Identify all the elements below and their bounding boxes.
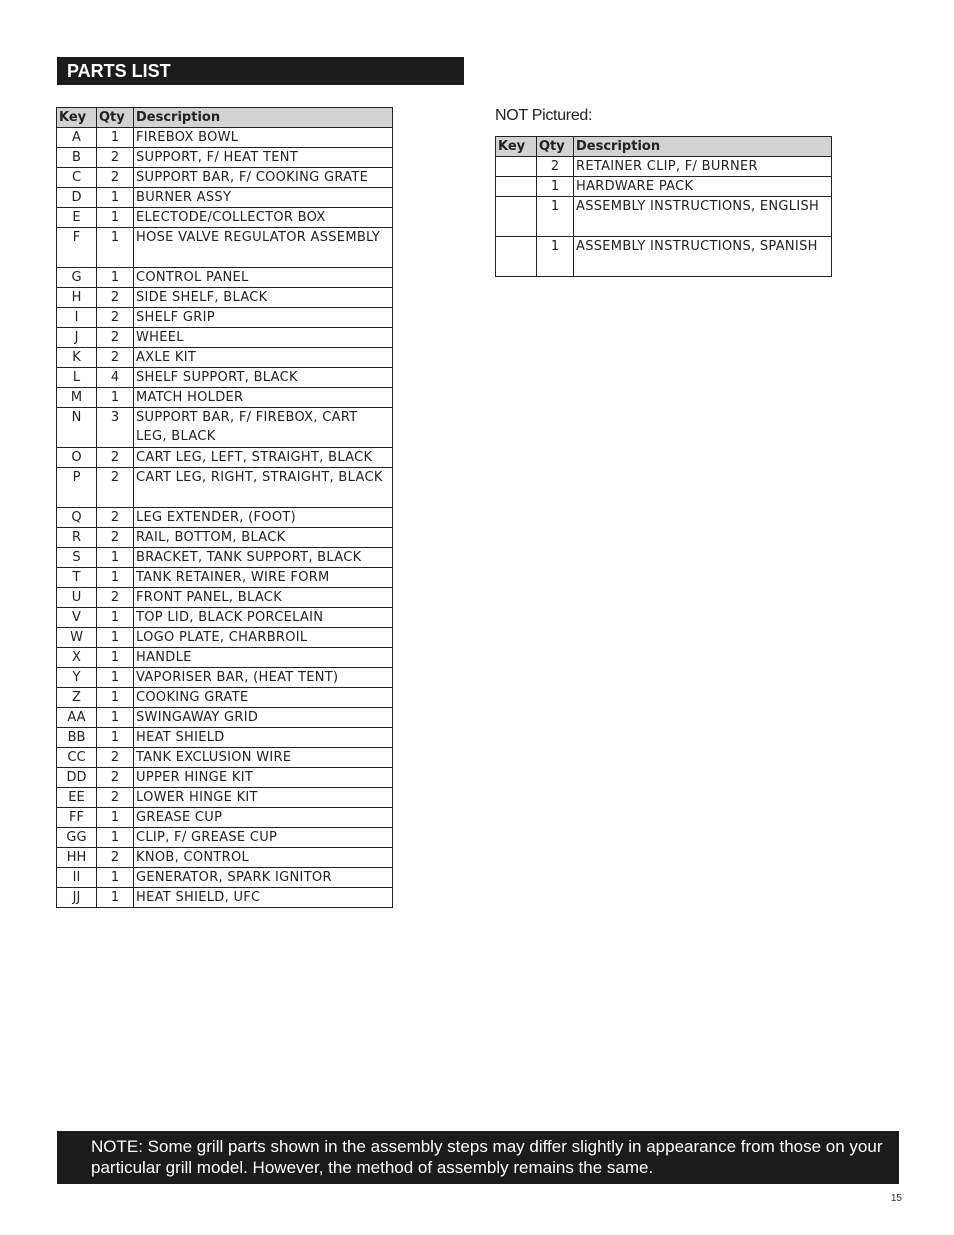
part-key: Z xyxy=(57,688,97,708)
part-key: FF xyxy=(57,808,97,828)
column-header-qty: Qty xyxy=(97,108,134,128)
table-row xyxy=(57,328,393,348)
table-row xyxy=(496,177,832,197)
part-key: T xyxy=(57,568,97,588)
table-row xyxy=(496,197,832,237)
part-description: RETAINER CLIP, F/ BURNER xyxy=(574,157,832,177)
part-description: AXLE KIT xyxy=(134,348,393,368)
part-qty: 2 xyxy=(537,157,574,177)
part-description: SUPPORT BAR, F/ COOKING GRATE xyxy=(134,168,393,188)
part-key: W xyxy=(57,628,97,648)
part-qty: 1 xyxy=(97,708,134,728)
part-description: ASSEMBLY INSTRUCTIONS, ENGLISH xyxy=(574,197,832,237)
part-description: TOP LID, BLACK PORCELAIN xyxy=(134,608,393,628)
part-description: CART LEG, LEFT, STRAIGHT, BLACK xyxy=(134,448,393,468)
table-row xyxy=(57,888,393,908)
part-qty: 2 xyxy=(97,588,134,608)
part-key: A xyxy=(57,128,97,148)
table-row xyxy=(57,168,393,188)
table-row xyxy=(57,868,393,888)
part-key: V xyxy=(57,608,97,628)
part-qty: 1 xyxy=(97,688,134,708)
table-row xyxy=(57,348,393,368)
part-description: RAIL, BOTTOM, BLACK xyxy=(134,528,393,548)
part-description: FIREBOX BOWL xyxy=(134,128,393,148)
part-description: SUPPORT BAR, F/ FIREBOX, CART LEG, BLACK xyxy=(134,408,393,448)
part-description: SHELF GRIP xyxy=(134,308,393,328)
parts-list-table xyxy=(56,107,393,908)
table-row xyxy=(57,208,393,228)
part-qty: 1 xyxy=(97,868,134,888)
table-row xyxy=(57,448,393,468)
part-description: ASSEMBLY INSTRUCTIONS, SPANISH xyxy=(574,237,832,277)
part-description: GREASE CUP xyxy=(134,808,393,828)
part-key: C xyxy=(57,168,97,188)
part-qty: 1 xyxy=(97,548,134,568)
part-key xyxy=(496,177,537,197)
table-row xyxy=(57,548,393,568)
table-row xyxy=(57,808,393,828)
part-key: DD xyxy=(57,768,97,788)
part-key: R xyxy=(57,528,97,548)
part-key: CC xyxy=(57,748,97,768)
table-row xyxy=(57,528,393,548)
part-qty: 4 xyxy=(97,368,134,388)
table-row xyxy=(57,568,393,588)
part-description: CART LEG, RIGHT, STRAIGHT, BLACK xyxy=(134,468,393,508)
table-row xyxy=(57,668,393,688)
part-description: TANK RETAINER, WIRE FORM xyxy=(134,568,393,588)
part-key: JJ xyxy=(57,888,97,908)
part-key: F xyxy=(57,228,97,268)
part-description: HEAT SHIELD, UFC xyxy=(134,888,393,908)
page-number: 15 xyxy=(890,1193,902,1204)
part-description: LOWER HINGE KIT xyxy=(134,788,393,808)
part-description: KNOB, CONTROL xyxy=(134,848,393,868)
part-qty: 1 xyxy=(537,177,574,197)
part-key: S xyxy=(57,548,97,568)
part-qty: 1 xyxy=(97,668,134,688)
part-description: GENERATOR, SPARK IGNITOR xyxy=(134,868,393,888)
part-key: Q xyxy=(57,508,97,528)
table-header-row xyxy=(496,137,832,157)
part-description: VAPORISER BAR, (HEAT TENT) xyxy=(134,668,393,688)
part-description: CLIP, F/ GREASE CUP xyxy=(134,828,393,848)
part-key: I xyxy=(57,308,97,328)
part-description: CONTROL PANEL xyxy=(134,268,393,288)
part-key: AA xyxy=(57,708,97,728)
part-qty: 1 xyxy=(97,388,134,408)
part-description: UPPER HINGE KIT xyxy=(134,768,393,788)
table-row xyxy=(57,608,393,628)
part-qty: 1 xyxy=(97,608,134,628)
part-key: O xyxy=(57,448,97,468)
part-qty: 1 xyxy=(537,237,574,277)
part-key: Y xyxy=(57,668,97,688)
part-qty: 2 xyxy=(97,788,134,808)
part-key: G xyxy=(57,268,97,288)
part-qty: 1 xyxy=(537,197,574,237)
not-pictured-table xyxy=(495,136,832,277)
not-pictured-label: NOT Pictured: xyxy=(495,107,593,124)
part-qty: 2 xyxy=(97,288,134,308)
table-row xyxy=(57,288,393,308)
part-qty: 2 xyxy=(97,148,134,168)
part-key: EE xyxy=(57,788,97,808)
table-row xyxy=(57,308,393,328)
part-key xyxy=(496,237,537,277)
part-description: SHELF SUPPORT, BLACK xyxy=(134,368,393,388)
part-key: GG xyxy=(57,828,97,848)
part-description: LEG EXTENDER, (FOOT) xyxy=(134,508,393,528)
part-qty: 1 xyxy=(97,268,134,288)
table-row xyxy=(496,157,832,177)
column-header-key: Key xyxy=(57,108,97,128)
part-qty: 1 xyxy=(97,228,134,268)
part-key xyxy=(496,157,537,177)
part-qty: 2 xyxy=(97,528,134,548)
part-qty: 2 xyxy=(97,748,134,768)
column-header-description: Description xyxy=(574,137,832,157)
table-row xyxy=(57,788,393,808)
part-key: N xyxy=(57,408,97,448)
part-qty: 1 xyxy=(97,808,134,828)
part-qty: 1 xyxy=(97,728,134,748)
part-key: J xyxy=(57,328,97,348)
part-description: TANK EXCLUSION WIRE xyxy=(134,748,393,768)
part-qty: 1 xyxy=(97,828,134,848)
assembly-note: NOTE: Some grill parts shown in the assembly steps may differ slightly in appearance from those on your particular grill model. However, the method of assembly remains the same. xyxy=(57,1131,899,1184)
part-key: L xyxy=(57,368,97,388)
part-qty: 1 xyxy=(97,208,134,228)
part-description: HARDWARE PACK xyxy=(574,177,832,197)
table-header-row xyxy=(57,108,393,128)
part-key: D xyxy=(57,188,97,208)
part-description: HOSE VALVE REGULATOR ASSEMBLY xyxy=(134,228,393,268)
table-row xyxy=(57,648,393,668)
part-description: FRONT PANEL, BLACK xyxy=(134,588,393,608)
part-description: HANDLE xyxy=(134,648,393,668)
part-description: WHEEL xyxy=(134,328,393,348)
part-qty: 2 xyxy=(97,768,134,788)
table-row xyxy=(57,828,393,848)
table-row xyxy=(57,128,393,148)
part-key: U xyxy=(57,588,97,608)
column-header-qty: Qty xyxy=(537,137,574,157)
table-row xyxy=(57,688,393,708)
table-row xyxy=(496,237,832,277)
table-row xyxy=(57,268,393,288)
part-qty: 2 xyxy=(97,328,134,348)
part-description: BURNER ASSY xyxy=(134,188,393,208)
part-qty: 1 xyxy=(97,128,134,148)
part-description: SWINGAWAY GRID xyxy=(134,708,393,728)
table-row xyxy=(57,748,393,768)
part-qty: 1 xyxy=(97,188,134,208)
part-qty: 1 xyxy=(97,888,134,908)
part-qty: 2 xyxy=(97,168,134,188)
column-header-description: Description xyxy=(134,108,393,128)
table-row xyxy=(57,588,393,608)
table-row xyxy=(57,508,393,528)
section-title: PARTS LIST xyxy=(57,57,464,85)
part-qty: 2 xyxy=(97,308,134,328)
table-row xyxy=(57,388,393,408)
part-qty: 2 xyxy=(97,448,134,468)
part-qty: 1 xyxy=(97,568,134,588)
part-key: H xyxy=(57,288,97,308)
table-row xyxy=(57,408,393,448)
table-row xyxy=(57,848,393,868)
table-row xyxy=(57,368,393,388)
part-qty: 1 xyxy=(97,628,134,648)
part-key: HH xyxy=(57,848,97,868)
part-key: M xyxy=(57,388,97,408)
part-description: SIDE SHELF, BLACK xyxy=(134,288,393,308)
column-header-key: Key xyxy=(496,137,537,157)
table-row xyxy=(57,768,393,788)
part-key: B xyxy=(57,148,97,168)
part-description: MATCH HOLDER xyxy=(134,388,393,408)
part-key: X xyxy=(57,648,97,668)
part-description: ELECTODE/COLLECTOR BOX xyxy=(134,208,393,228)
table-row xyxy=(57,188,393,208)
table-row xyxy=(57,228,393,268)
part-key: II xyxy=(57,868,97,888)
part-key: BB xyxy=(57,728,97,748)
part-key: K xyxy=(57,348,97,368)
part-key: P xyxy=(57,468,97,508)
part-key xyxy=(496,197,537,237)
table-row xyxy=(57,148,393,168)
table-row xyxy=(57,708,393,728)
table-row xyxy=(57,468,393,508)
table-row xyxy=(57,728,393,748)
part-qty: 2 xyxy=(97,508,134,528)
part-qty: 2 xyxy=(97,348,134,368)
part-description: SUPPORT, F/ HEAT TENT xyxy=(134,148,393,168)
part-description: HEAT SHIELD xyxy=(134,728,393,748)
table-row xyxy=(57,628,393,648)
part-description: COOKING GRATE xyxy=(134,688,393,708)
part-qty: 2 xyxy=(97,848,134,868)
part-qty: 3 xyxy=(97,408,134,448)
part-qty: 2 xyxy=(97,468,134,508)
part-description: LOGO PLATE, CHARBROIL xyxy=(134,628,393,648)
part-qty: 1 xyxy=(97,648,134,668)
part-description: BRACKET, TANK SUPPORT, BLACK xyxy=(134,548,393,568)
part-key: E xyxy=(57,208,97,228)
